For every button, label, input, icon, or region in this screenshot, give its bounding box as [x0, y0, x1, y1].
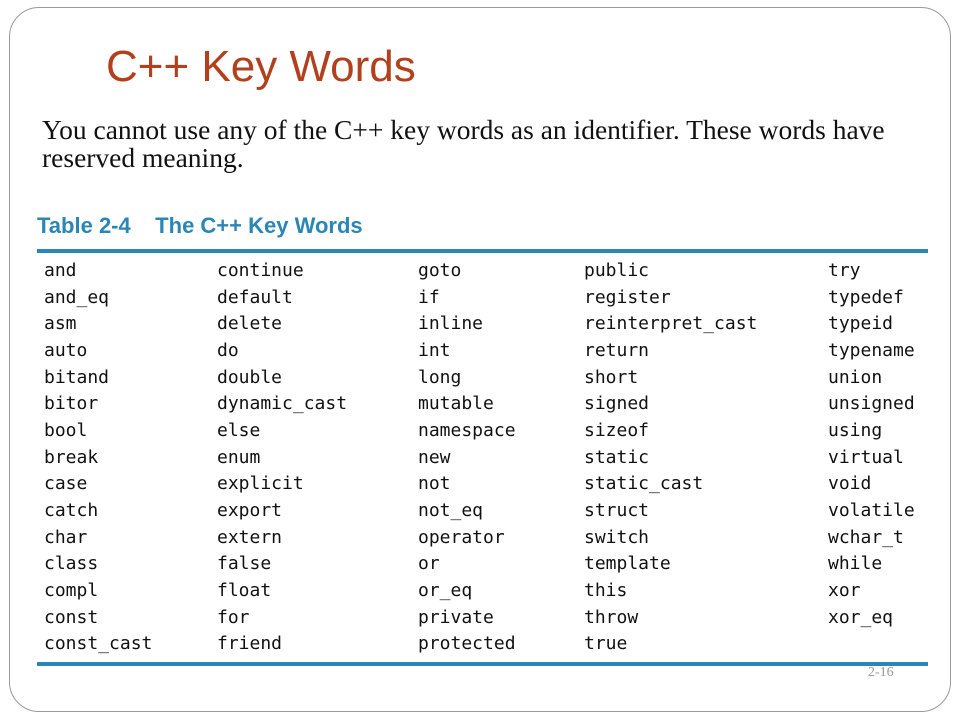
keyword-cell: register	[584, 286, 671, 308]
keyword-cell: and	[44, 259, 77, 281]
keyword-cell: for	[217, 606, 250, 628]
keyword-cell: int	[418, 339, 451, 361]
keyword-cell: export	[217, 500, 283, 522]
keyword-cell: template	[584, 553, 671, 575]
keyword-cell: inline	[418, 313, 484, 335]
slide-subtitle: You cannot use any of the C++ key words as an identifier. These words have reserved meaning.	[42, 114, 885, 173]
keyword-cell: xor_eq	[828, 606, 894, 628]
keyword-cell: long	[418, 366, 462, 388]
keyword-cell: wchar_t	[828, 526, 904, 548]
keyword-cell: virtual	[828, 446, 904, 468]
keyword-cell: continue	[217, 259, 304, 281]
keyword-cell: union	[828, 366, 883, 388]
keyword-cell: static_cast	[584, 473, 704, 495]
keyword-cell: while	[828, 553, 883, 575]
keyword-cell: unsigned	[828, 393, 915, 415]
keyword-cell: not_eq	[418, 500, 484, 522]
keyword-cell: switch	[584, 526, 650, 548]
keyword-cell: or_eq	[418, 580, 473, 602]
keyword-cell: throw	[584, 606, 639, 628]
keyword-cell: and_eq	[44, 286, 110, 308]
table-bottom-rule	[37, 662, 928, 666]
keyword-cell: typeid	[828, 313, 894, 335]
keyword-cell: operator	[418, 526, 505, 548]
keyword-cell: double	[217, 366, 283, 388]
keyword-cell: char	[44, 526, 88, 548]
keyword-cell: xor	[828, 580, 861, 602]
table-caption: Table 2-4 The C++ Key Words	[37, 213, 363, 238]
keyword-cell: short	[584, 366, 639, 388]
keyword-cell: mutable	[418, 393, 494, 415]
keyword-cell: explicit	[217, 473, 304, 495]
page-number: 2-16	[868, 665, 894, 680]
keyword-cell: new	[418, 446, 451, 468]
table-top-rule	[37, 249, 928, 253]
keyword-cell: bitor	[44, 393, 99, 415]
keyword-cell: class	[44, 553, 99, 575]
keyword-cell: delete	[217, 313, 283, 335]
keyword-cell: bool	[44, 419, 88, 441]
keywords-table	[44, 257, 928, 657]
keyword-cell: try	[828, 259, 861, 281]
keyword-cell: not	[418, 473, 451, 495]
keyword-cell: dynamic_cast	[217, 393, 348, 415]
keyword-cell: const_cast	[44, 633, 153, 655]
keyword-cell: friend	[217, 633, 283, 655]
keyword-cell: or	[418, 553, 440, 575]
keyword-cell: struct	[584, 500, 650, 522]
keyword-cell: typedef	[828, 286, 904, 308]
keyword-cell: sizeof	[584, 419, 650, 441]
slide-title: C++ Key Words	[106, 42, 416, 91]
keyword-cell: catch	[44, 500, 99, 522]
keyword-cell: bitand	[44, 366, 110, 388]
keyword-cell: case	[44, 473, 88, 495]
keyword-cell: signed	[584, 393, 650, 415]
keyword-cell: volatile	[828, 500, 915, 522]
keyword-cell: using	[828, 419, 883, 441]
keyword-cell: protected	[418, 633, 516, 655]
keyword-cell: goto	[418, 259, 462, 281]
keyword-cell: break	[44, 446, 99, 468]
keyword-cell: if	[418, 286, 440, 308]
keyword-cell: const	[44, 606, 99, 628]
keyword-cell: do	[217, 339, 239, 361]
keyword-cell: typename	[828, 339, 915, 361]
keyword-cell: reinterpret_cast	[584, 313, 758, 335]
keyword-cell: asm	[44, 313, 77, 335]
keyword-cell	[828, 631, 928, 658]
keyword-cell: compl	[44, 580, 99, 602]
keyword-cell: return	[584, 339, 650, 361]
keyword-cell: private	[418, 606, 494, 628]
keyword-cell: else	[217, 419, 261, 441]
keyword-cell: enum	[217, 446, 261, 468]
keyword-cell: namespace	[418, 419, 516, 441]
keyword-cell: auto	[44, 339, 88, 361]
keyword-cell: extern	[217, 526, 283, 548]
keyword-cell: default	[217, 286, 293, 308]
keyword-cell: public	[584, 259, 650, 281]
keyword-cell: false	[217, 553, 272, 575]
keyword-cell: true	[584, 633, 628, 655]
keyword-cell: this	[584, 580, 628, 602]
keyword-cell: float	[217, 580, 272, 602]
keyword-cell: void	[828, 473, 872, 495]
keyword-cell: static	[584, 446, 650, 468]
